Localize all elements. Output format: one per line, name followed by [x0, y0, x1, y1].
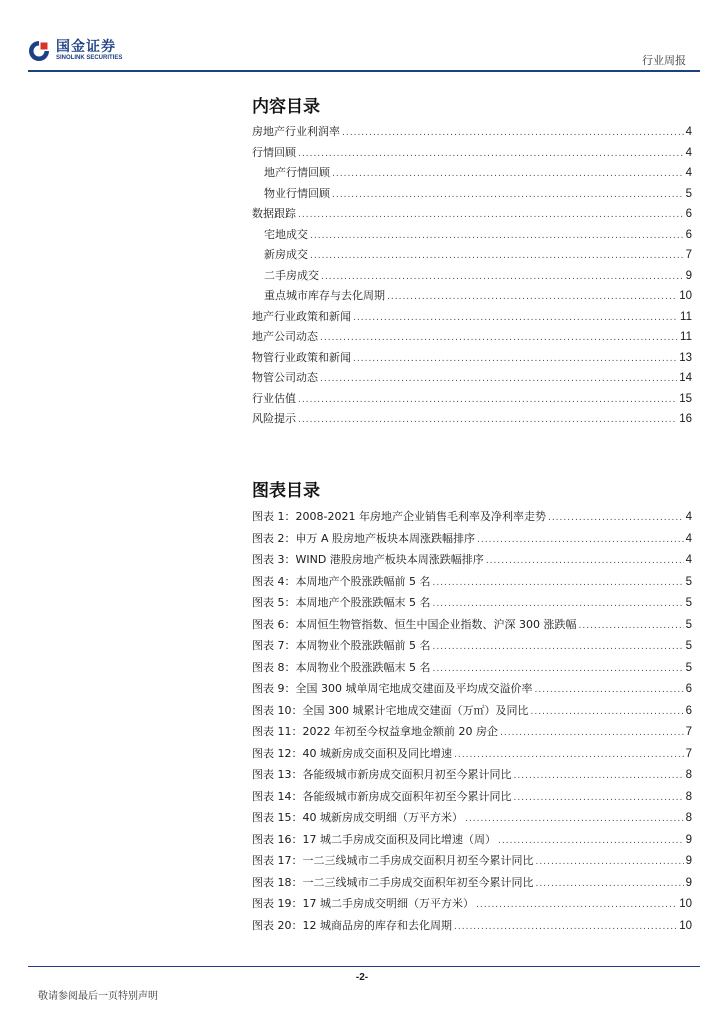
dot-leader [500, 723, 684, 745]
figure-entry-page: 6 [685, 683, 692, 695]
figure-entry-title: 图表 4：本周地产个股涨跌幅前 5 名 [252, 574, 431, 588]
figure-entry-title: 图表 9：全国 300 城单周宅地成交建面及平均成交溢价率 [252, 682, 533, 695]
toc-entry-page: 15 [679, 392, 692, 405]
figure-entry-page: 5 [685, 618, 692, 631]
figure-entry-title: 图表 18：一二三线城市二手房成交面积年初至今累计同比 [252, 875, 534, 889]
figures-heading: 图表目录 [252, 481, 320, 501]
toc-entry-title: 数据跟踪 [252, 207, 296, 220]
toc-entry-title: 地产公司动态 [252, 330, 318, 343]
figure-entry-title: 图表 15：40 城新房成交明细（万平方米） [252, 811, 463, 824]
dot-leader [387, 287, 677, 308]
figure-entry-title: 图表 6：本周恒生物管指数、恒生中国企业指数、沪深 300 涨跌幅 [252, 617, 577, 631]
dot-leader [321, 267, 684, 288]
figure-entry-title: 图表 11：2022 年初至今权益拿地金额前 20 房企 [252, 725, 498, 738]
dot-leader [332, 185, 684, 206]
figure-entry-title: 图表 5：本周地产个股涨跌幅末 5 名 [252, 596, 431, 609]
toc-entry-page: 4 [685, 146, 692, 159]
toc-entry-page: 11 [680, 331, 692, 343]
logo-english-name: SINOLINK SECURITIES [56, 55, 123, 61]
toc-entry[interactable] [252, 348, 692, 369]
figure-entry-title: 图表 1：2008-2021 年房地产企业销售毛利率及净利率走势 [252, 510, 546, 523]
report-type-label: 行业周报 [642, 54, 686, 67]
figure-entry-title: 图表 14：各能级城市新房成交面积年初至今累计同比 [252, 789, 512, 803]
dot-leader [298, 205, 684, 226]
logo-chinese-name: 国金证券 [56, 39, 116, 55]
dot-leader [298, 410, 677, 431]
page-number: -2- [355, 972, 369, 983]
toc-entry[interactable] [252, 225, 692, 246]
figure-entry[interactable] [252, 700, 692, 722]
figure-entry-title: 图表 13：各能级城市新房成交面积月初至今累计同比 [252, 768, 512, 781]
dot-leader [320, 369, 677, 390]
toc-entry-title: 地产行业政策和新闻 [252, 309, 351, 323]
toc-entry[interactable] [252, 368, 692, 389]
dot-leader [298, 390, 677, 411]
toc-entry-page: 14 [679, 372, 692, 384]
dot-leader [548, 508, 684, 530]
figure-entry[interactable] [252, 915, 692, 937]
dot-leader [332, 164, 684, 185]
figure-entry-page: 5 [685, 575, 692, 588]
figure-entry[interactable] [252, 721, 692, 743]
figure-entry-page: 7 [685, 747, 692, 760]
toc-entry[interactable] [252, 327, 692, 348]
dot-leader [534, 680, 683, 702]
dot-leader [454, 917, 677, 939]
toc-entry[interactable] [252, 409, 692, 430]
figure-entry[interactable] [252, 549, 692, 571]
dot-leader [465, 809, 684, 831]
figure-entry-page: 9 [685, 876, 692, 889]
figure-entry[interactable] [252, 635, 692, 657]
toc-entry-page: 13 [679, 351, 692, 364]
toc-entry-title: 行业估值 [252, 391, 296, 405]
figure-entry[interactable] [252, 592, 692, 614]
logo-icon [28, 40, 50, 62]
toc-entry-title: 行情回顾 [252, 145, 296, 159]
dot-leader [353, 349, 677, 370]
dot-leader [514, 766, 684, 788]
figure-entry[interactable] [252, 678, 692, 700]
figure-entry[interactable] [252, 807, 692, 829]
toc-entry-title: 物管公司动态 [252, 371, 318, 384]
toc-entry-title: 物业行情回顾 [264, 186, 330, 200]
figure-entry[interactable] [252, 872, 692, 894]
toc-entry-page: 7 [685, 249, 692, 261]
toc-entry-page: 9 [685, 269, 692, 282]
disclaimer-note: 敬请参阅最后一页特别声明 [38, 991, 158, 1002]
toc-entry-title: 风险提示 [252, 412, 296, 425]
footer-divider [28, 966, 700, 967]
figure-entry[interactable] [252, 850, 692, 872]
toc-entry[interactable] [252, 184, 692, 205]
dot-leader [310, 226, 684, 247]
toc-entry[interactable] [252, 266, 692, 287]
figure-entry-title: 图表 12：40 城新房成交面积及同比增速 [252, 746, 452, 760]
page-header [0, 0, 724, 80]
figure-entry-title: 图表 10：全国 300 城累计宅地成交建面（万㎡）及同比 [252, 703, 529, 717]
figure-entry-title: 图表 16：17 城二手房成交面积及同比增速（周） [252, 832, 496, 846]
toc-entry-title: 重点城市库存与去化周期 [264, 289, 385, 302]
dot-leader [310, 246, 684, 267]
dot-leader [498, 831, 684, 853]
figure-entry[interactable] [252, 743, 692, 765]
toc-entry-page: 6 [685, 228, 692, 241]
toc-entry-title: 新房成交 [264, 248, 308, 261]
dot-leader [477, 530, 684, 552]
dot-leader [476, 895, 677, 917]
dot-leader [514, 788, 684, 810]
toc-entry-page: 4 [685, 126, 692, 138]
figure-entry-page: 9 [685, 833, 692, 846]
dot-leader [298, 144, 684, 165]
figure-entry-page: 4 [685, 532, 692, 545]
dot-leader [433, 637, 684, 659]
figure-entry-page: 8 [685, 790, 692, 803]
toc-entry[interactable] [252, 389, 692, 410]
figure-entry-page: 10 [679, 898, 692, 910]
dot-leader [578, 616, 683, 638]
dot-leader [353, 308, 678, 329]
toc-entry-page: 10 [679, 290, 692, 302]
toc-entry-title: 物管行业政策和新闻 [252, 350, 351, 364]
dot-leader [433, 594, 684, 616]
figure-entry-page: 5 [685, 597, 692, 609]
figure-entry-title: 图表 3：WIND 港股房地产板块本周涨跌幅排序 [252, 553, 484, 566]
dot-leader [536, 852, 684, 874]
dot-leader [320, 328, 678, 349]
figure-entry-page: 4 [685, 511, 692, 523]
dot-leader [536, 874, 684, 896]
dot-leader [530, 702, 683, 724]
figure-entry-page: 4 [685, 554, 692, 566]
header-divider [28, 70, 700, 72]
figure-entry[interactable] [252, 528, 692, 550]
toc-entry-page: 6 [685, 208, 692, 220]
toc-entry[interactable] [252, 163, 692, 184]
figure-entry[interactable] [252, 893, 692, 915]
toc-entry[interactable] [252, 143, 692, 164]
figure-entry-title: 图表 17：一二三线城市二手房成交面积月初至今累计同比 [252, 854, 534, 867]
dot-leader [433, 659, 684, 681]
figure-entry[interactable] [252, 571, 692, 593]
dot-leader [433, 573, 684, 595]
toc-entry-title: 宅地成交 [264, 227, 308, 241]
figure-entry-page: 5 [685, 640, 692, 652]
figure-entry-page: 6 [685, 704, 692, 717]
toc-entry[interactable] [252, 286, 692, 307]
dot-leader [454, 745, 684, 767]
table-of-contents [252, 122, 692, 430]
toc-entry[interactable] [252, 204, 692, 225]
figure-entry[interactable] [252, 657, 692, 679]
toc-entry-page: 4 [685, 167, 692, 179]
toc-entry-page: 16 [679, 413, 692, 425]
figure-entry[interactable] [252, 764, 692, 786]
toc-entry-title: 地产行情回顾 [264, 166, 330, 179]
figure-entry-page: 9 [685, 855, 692, 867]
figure-entry-title: 图表 8：本周物业个股涨跌幅末 5 名 [252, 660, 431, 674]
dot-leader [342, 123, 684, 144]
figure-entry-page: 10 [679, 919, 692, 932]
dot-leader [486, 551, 684, 573]
figure-entry[interactable] [252, 786, 692, 808]
toc-entry-title: 二手房成交 [264, 268, 319, 282]
figure-entry-page: 8 [685, 769, 692, 781]
figure-entry-title: 图表 19：17 城二手房成交明细（万平方米） [252, 897, 474, 910]
figure-entry-page: 8 [685, 812, 692, 824]
company-logo [28, 40, 122, 62]
figure-entry-page: 5 [685, 661, 692, 674]
toc-heading: 内容目录 [252, 97, 320, 117]
toc-entry[interactable] [252, 122, 692, 143]
figure-entry-title: 图表 7：本周物业个股涨跌幅前 5 名 [252, 639, 431, 652]
figure-entry[interactable] [252, 829, 692, 851]
figure-entry[interactable] [252, 506, 692, 528]
toc-entry-page: 5 [685, 187, 692, 200]
toc-entry-title: 房地产行业利润率 [252, 125, 340, 138]
figure-entry-page: 7 [685, 726, 692, 738]
figure-entry-title: 图表 2：申万 A 股房地产板块本周涨跌幅排序 [252, 531, 476, 545]
toc-entry[interactable] [252, 307, 692, 328]
figure-entry-title: 图表 20：12 城商品房的库存和去化周期 [252, 918, 452, 932]
toc-entry-page: 11 [680, 310, 692, 323]
figure-entry[interactable] [252, 614, 692, 636]
list-of-figures [252, 506, 692, 936]
toc-entry[interactable] [252, 245, 692, 266]
